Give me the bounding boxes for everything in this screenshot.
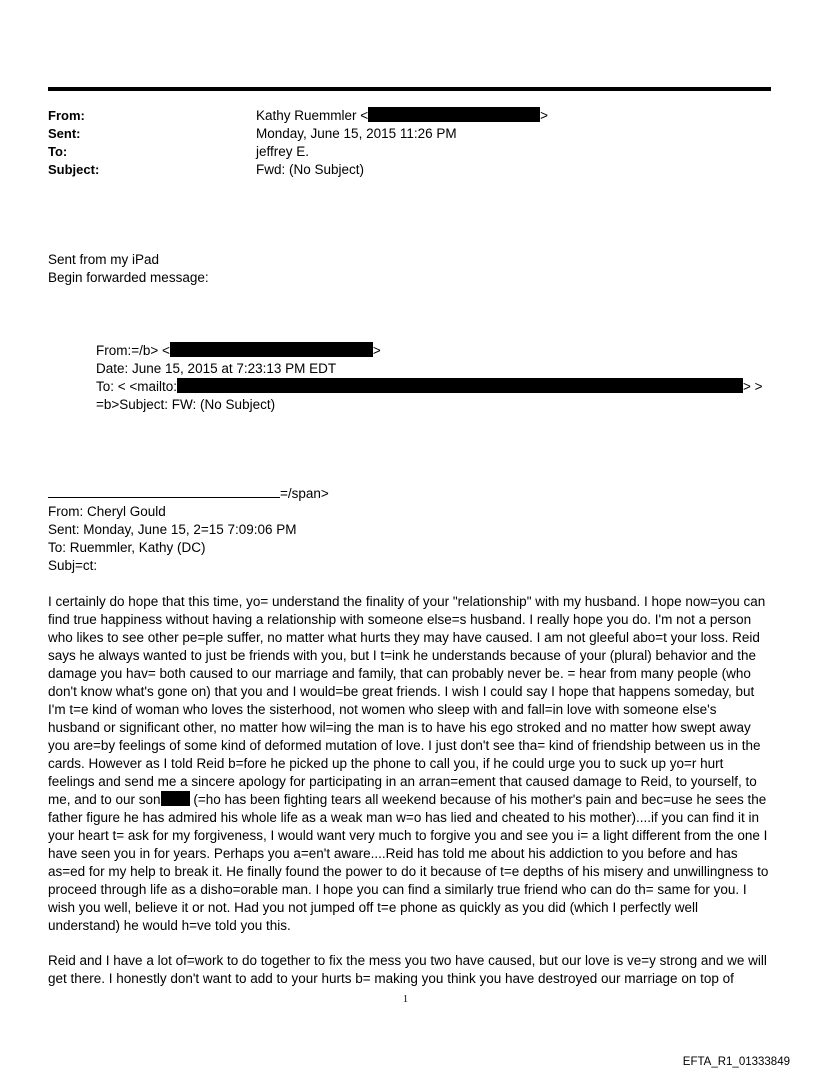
from-value [256,107,548,125]
redaction-bar [161,791,190,806]
redaction-bar [177,378,743,393]
sent-from-ipad: Sent from my iPad [48,252,160,267]
redaction-bar [368,107,540,122]
body-paragraph-2: Reid and I have a lot of=work to do together to fix the mess you two have caused, but our love is ve=y strong and we will get there. I honestly don't want to add to your hurts b= making you think you have destroyed our marriage on top of [48,953,767,986]
body-paragraph-1 [48,593,772,935]
inner-sent: Sent: Monday, June 15, 2=15 7:09:06 PM [48,522,297,537]
fwd-date: Date: June 15, 2015 at 7:23:13 PM EDT [96,361,337,376]
sent-value: Monday, June 15, 2015 11:26 PM [256,126,457,141]
fwd-from [96,342,381,360]
from-name: Kathy Ruemmler < [256,108,369,123]
sent-label: Sent: [48,126,81,141]
from-bracket: > [540,108,549,123]
to-value: jeffrey E. [256,144,310,159]
body-p1-after: (=ho has been fighting tears all weekend because of his mother's pain and bec=use he sees the father figure he has admired his whole life as a weak man w=o has lied and cheated to his mother)....if you can find it in your heart t= ask for my forgiveness, I would want very much to forgive you and see you i= a light different from the one I have seen you in for years. Perhaps you a=en't aware....Reid has told me about his addiction to you before and has as=ed for my help to break it. He finally found the power to do it because of t=e depths of his misery and unwillingness to proceed through life as a disho=orable man. I hope you can find a similarly true friend who can do th= same for you. I wish you well, believe it or not. Had you not jumped off t=e phone as quickly as you did (which I perfectly well understand) he would h=ve told you this. [48,792,769,933]
span-end-line [48,485,329,503]
body-p1-before: I certainly do hope that this time, yo= understand the finality of your "relationship" with my husband. I hope now=you can find true happiness without having a relationship with someone else=s husband. I really hope you do. I'm not a person who likes to see other pe=ple suffer, no matter what hurts they may have caused. I am not gleeful abo=t your loss. Reid says he always wanted to just be friends with you, but I t=ink he understands because of your (plural) behavior and the damage you hav= both caused to our marriage and family, that can probably never be. = hear from many people (who don't know what's gone on) that you and I would=be great friends. I wish I could say I hope that happens someday, but I'm t=e kind of woman who loves the sisterhood, not women who sleep with and fall=in love with someone else's husband or significant other, no matter how wil=ing the man is to have his ego stroked and no matter how swept away you are=by feelings of some kind of deformed mutation of love. I just don't see tha= kind of friendship between us in the cards. However as I told Reid b=fore he picked up the phone to call you, if he could urge you to suck up yo=r hurt feelings and send me a sincere apology for participating in an arran=ement that caused damage to Reid, to yourself, to me, and to our son [48,594,766,807]
span-end-text: =/span> [280,486,329,501]
inner-subject: Subj=ct: [48,558,98,573]
subject-value: Fwd: (No Subject) [256,162,365,177]
fwd-to-bracket: > > [743,379,763,394]
page-number: 1 [403,994,408,1005]
fwd-subject: =b>Subject: FW: (No Subject) [96,397,276,412]
redaction-bar [170,342,373,357]
document-id: EFTA_R1_01333849 [682,1056,790,1068]
begin-forwarded: Begin forwarded message: [48,270,209,285]
inner-to: To: Ruemmler, Kathy (DC) [48,540,206,555]
inner-from: From: Cheryl Gould [48,504,166,519]
to-label: To: [48,144,68,159]
fwd-to-text: To: < <mailto: [96,379,178,394]
fwd-to [96,378,763,396]
fwd-from-text: From:=/b> < [96,343,170,358]
separator-underline [48,485,280,498]
header-rule [48,87,771,91]
from-label: From: [48,108,85,123]
fwd-from-bracket: > [372,343,381,358]
subject-label: Subject: [48,162,100,177]
